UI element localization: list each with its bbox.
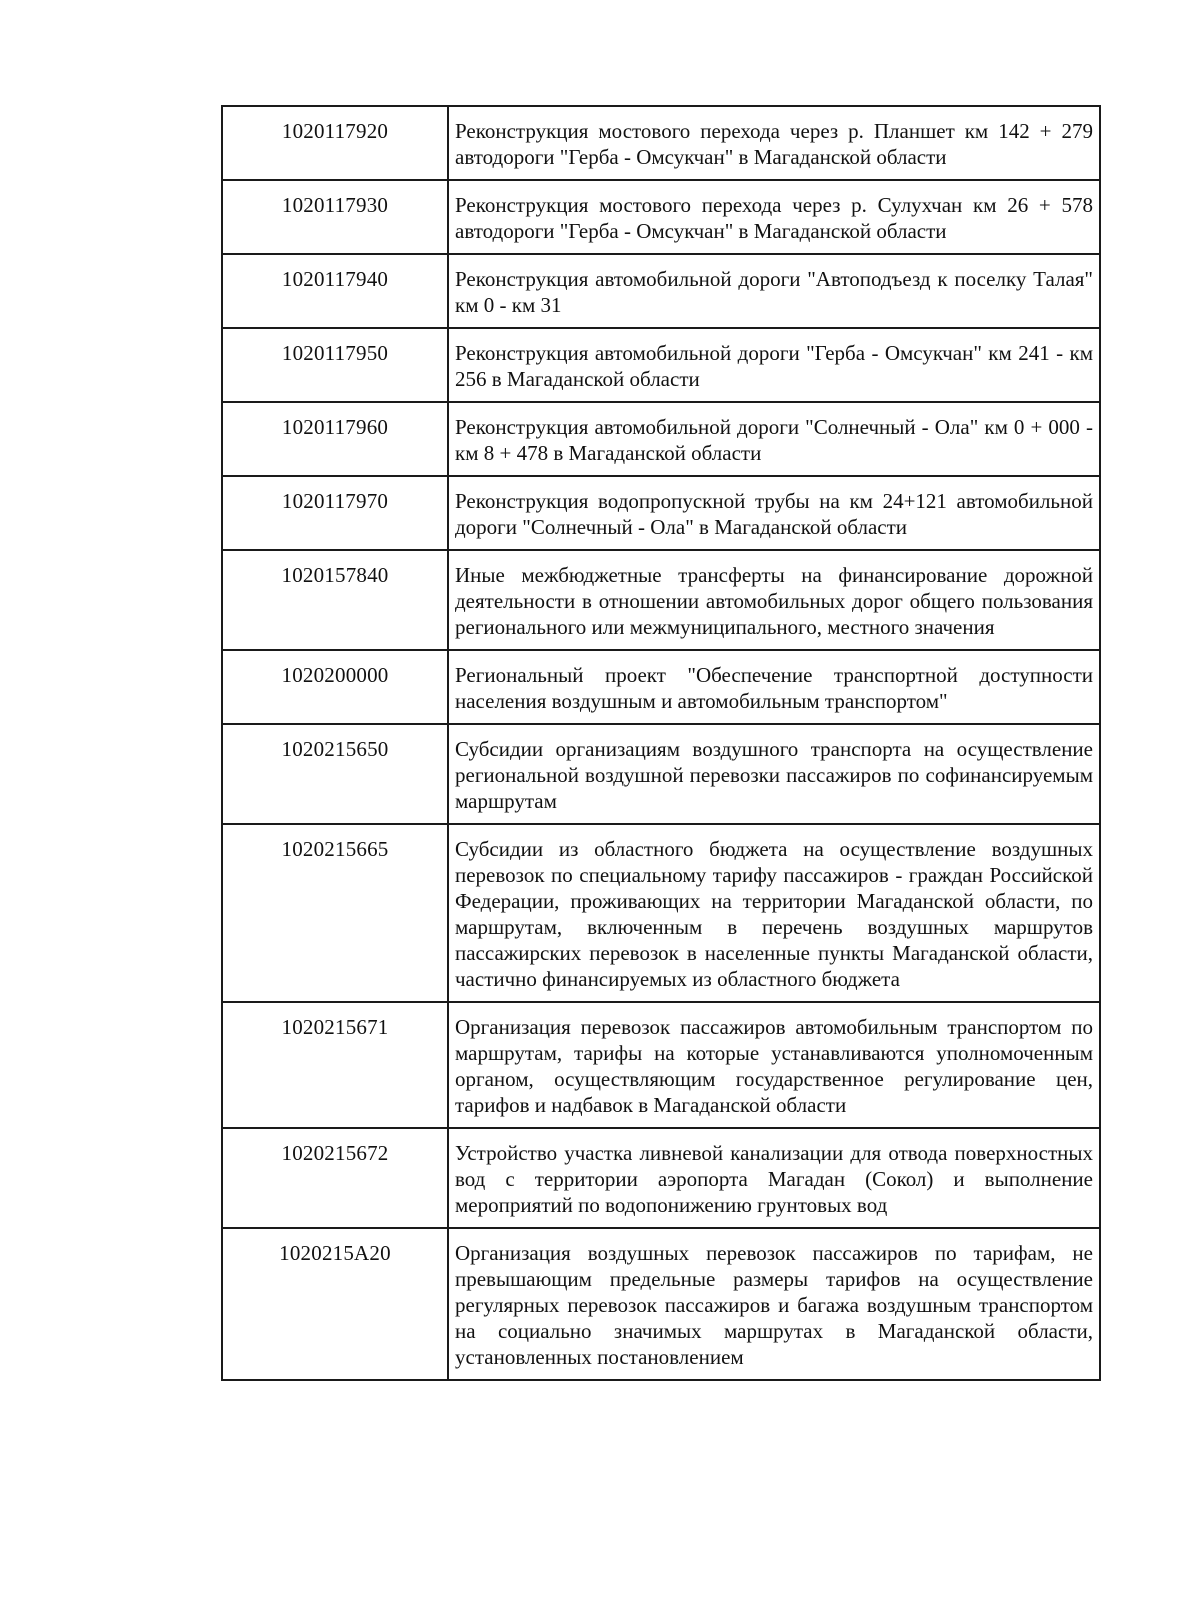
row-description: Иные межбюджетные трансферты на финансирование дорожной деятельности в отношении автомобильных дорог общего пользования регионального или межмуниципального, местного значения xyxy=(448,550,1100,650)
row-code: 1020117940 xyxy=(222,254,448,328)
table-row xyxy=(222,476,1100,550)
table-row xyxy=(222,724,1100,824)
row-description: Субсидии организациям воздушного транспорта на осуществление региональной воздушной перевозки пассажиров по софинансируемым маршрутам xyxy=(448,724,1100,824)
row-description: Организация воздушных перевозок пассажиров по тарифам, не превышающим предельные размеры тарифов на осуществление регулярных перевозок пассажиров и багажа воздушным транспортом на социально значимых маршрутах в Магаданской области, установленных постановлением xyxy=(448,1228,1100,1380)
row-description: Устройство участка ливневой канализации для отвода поверхностных вод с территории аэропорта Магадан (Сокол) и выполнение мероприятий по водопонижению грунтовых вод xyxy=(448,1128,1100,1228)
row-description: Реконструкция мостового перехода через р. Планшет км 142 + 279 автодороги "Герба - Омсукчан" в Магаданской области xyxy=(448,106,1100,180)
row-code: 1020157840 xyxy=(222,550,448,650)
table-row xyxy=(222,824,1100,1002)
row-description: Реконструкция автомобильной дороги "Автоподъезд к поселку Талая" км 0 - км 31 xyxy=(448,254,1100,328)
row-code: 1020215665 xyxy=(222,824,448,1002)
row-description: Реконструкция автомобильной дороги "Солнечный - Ола" км 0 + 000 - км 8 + 478 в Магаданской области xyxy=(448,402,1100,476)
table-row xyxy=(222,106,1100,180)
row-code: 1020215650 xyxy=(222,724,448,824)
table-row xyxy=(222,1228,1100,1380)
row-description: Организация перевозок пассажиров автомобильным транспортом по маршрутам, тарифы на которые устанавливаются уполномоченным органом, осуществляющим государственное регулирование цен, тарифов и надбавок в Магаданской области xyxy=(448,1002,1100,1128)
row-code: 1020117970 xyxy=(222,476,448,550)
row-code: 1020200000 xyxy=(222,650,448,724)
row-description: Реконструкция мостового перехода через р. Сулухчан км 26 + 578 автодороги "Герба - Омсукчан" в Магаданской области xyxy=(448,180,1100,254)
row-description: Субсидии из областного бюджета на осуществление воздушных перевозок по специальному тарифу пассажиров - граждан Российской Федерации, проживающих на территории Магаданской области, по маршрутам, включенным в перечень воздушных маршрутов пассажирских перевозок в населенные пункты Магаданской области, частично финансируемых из областного бюджета xyxy=(448,824,1100,1002)
row-code: 1020215671 xyxy=(222,1002,448,1128)
row-code: 1020215A20 xyxy=(222,1228,448,1380)
table-row xyxy=(222,1128,1100,1228)
row-description: Реконструкция автомобильной дороги "Герба - Омсукчан" км 241 - км 256 в Магаданской области xyxy=(448,328,1100,402)
table-row xyxy=(222,402,1100,476)
row-code: 1020117950 xyxy=(222,328,448,402)
table-row xyxy=(222,254,1100,328)
row-description: Региональный проект "Обеспечение транспортной доступности населения воздушным и автомобильным транспортом" xyxy=(448,650,1100,724)
row-code: 1020117920 xyxy=(222,106,448,180)
table-row xyxy=(222,1002,1100,1128)
budget-classification-table xyxy=(221,105,1101,1381)
row-description: Реконструкция водопропускной трубы на км 24+121 автомобильной дороги "Солнечный - Ола" в Магаданской области xyxy=(448,476,1100,550)
table-row xyxy=(222,550,1100,650)
table-row xyxy=(222,650,1100,724)
table-row xyxy=(222,328,1100,402)
row-code: 1020117930 xyxy=(222,180,448,254)
row-code: 1020117960 xyxy=(222,402,448,476)
table-row xyxy=(222,180,1100,254)
row-code: 1020215672 xyxy=(222,1128,448,1228)
